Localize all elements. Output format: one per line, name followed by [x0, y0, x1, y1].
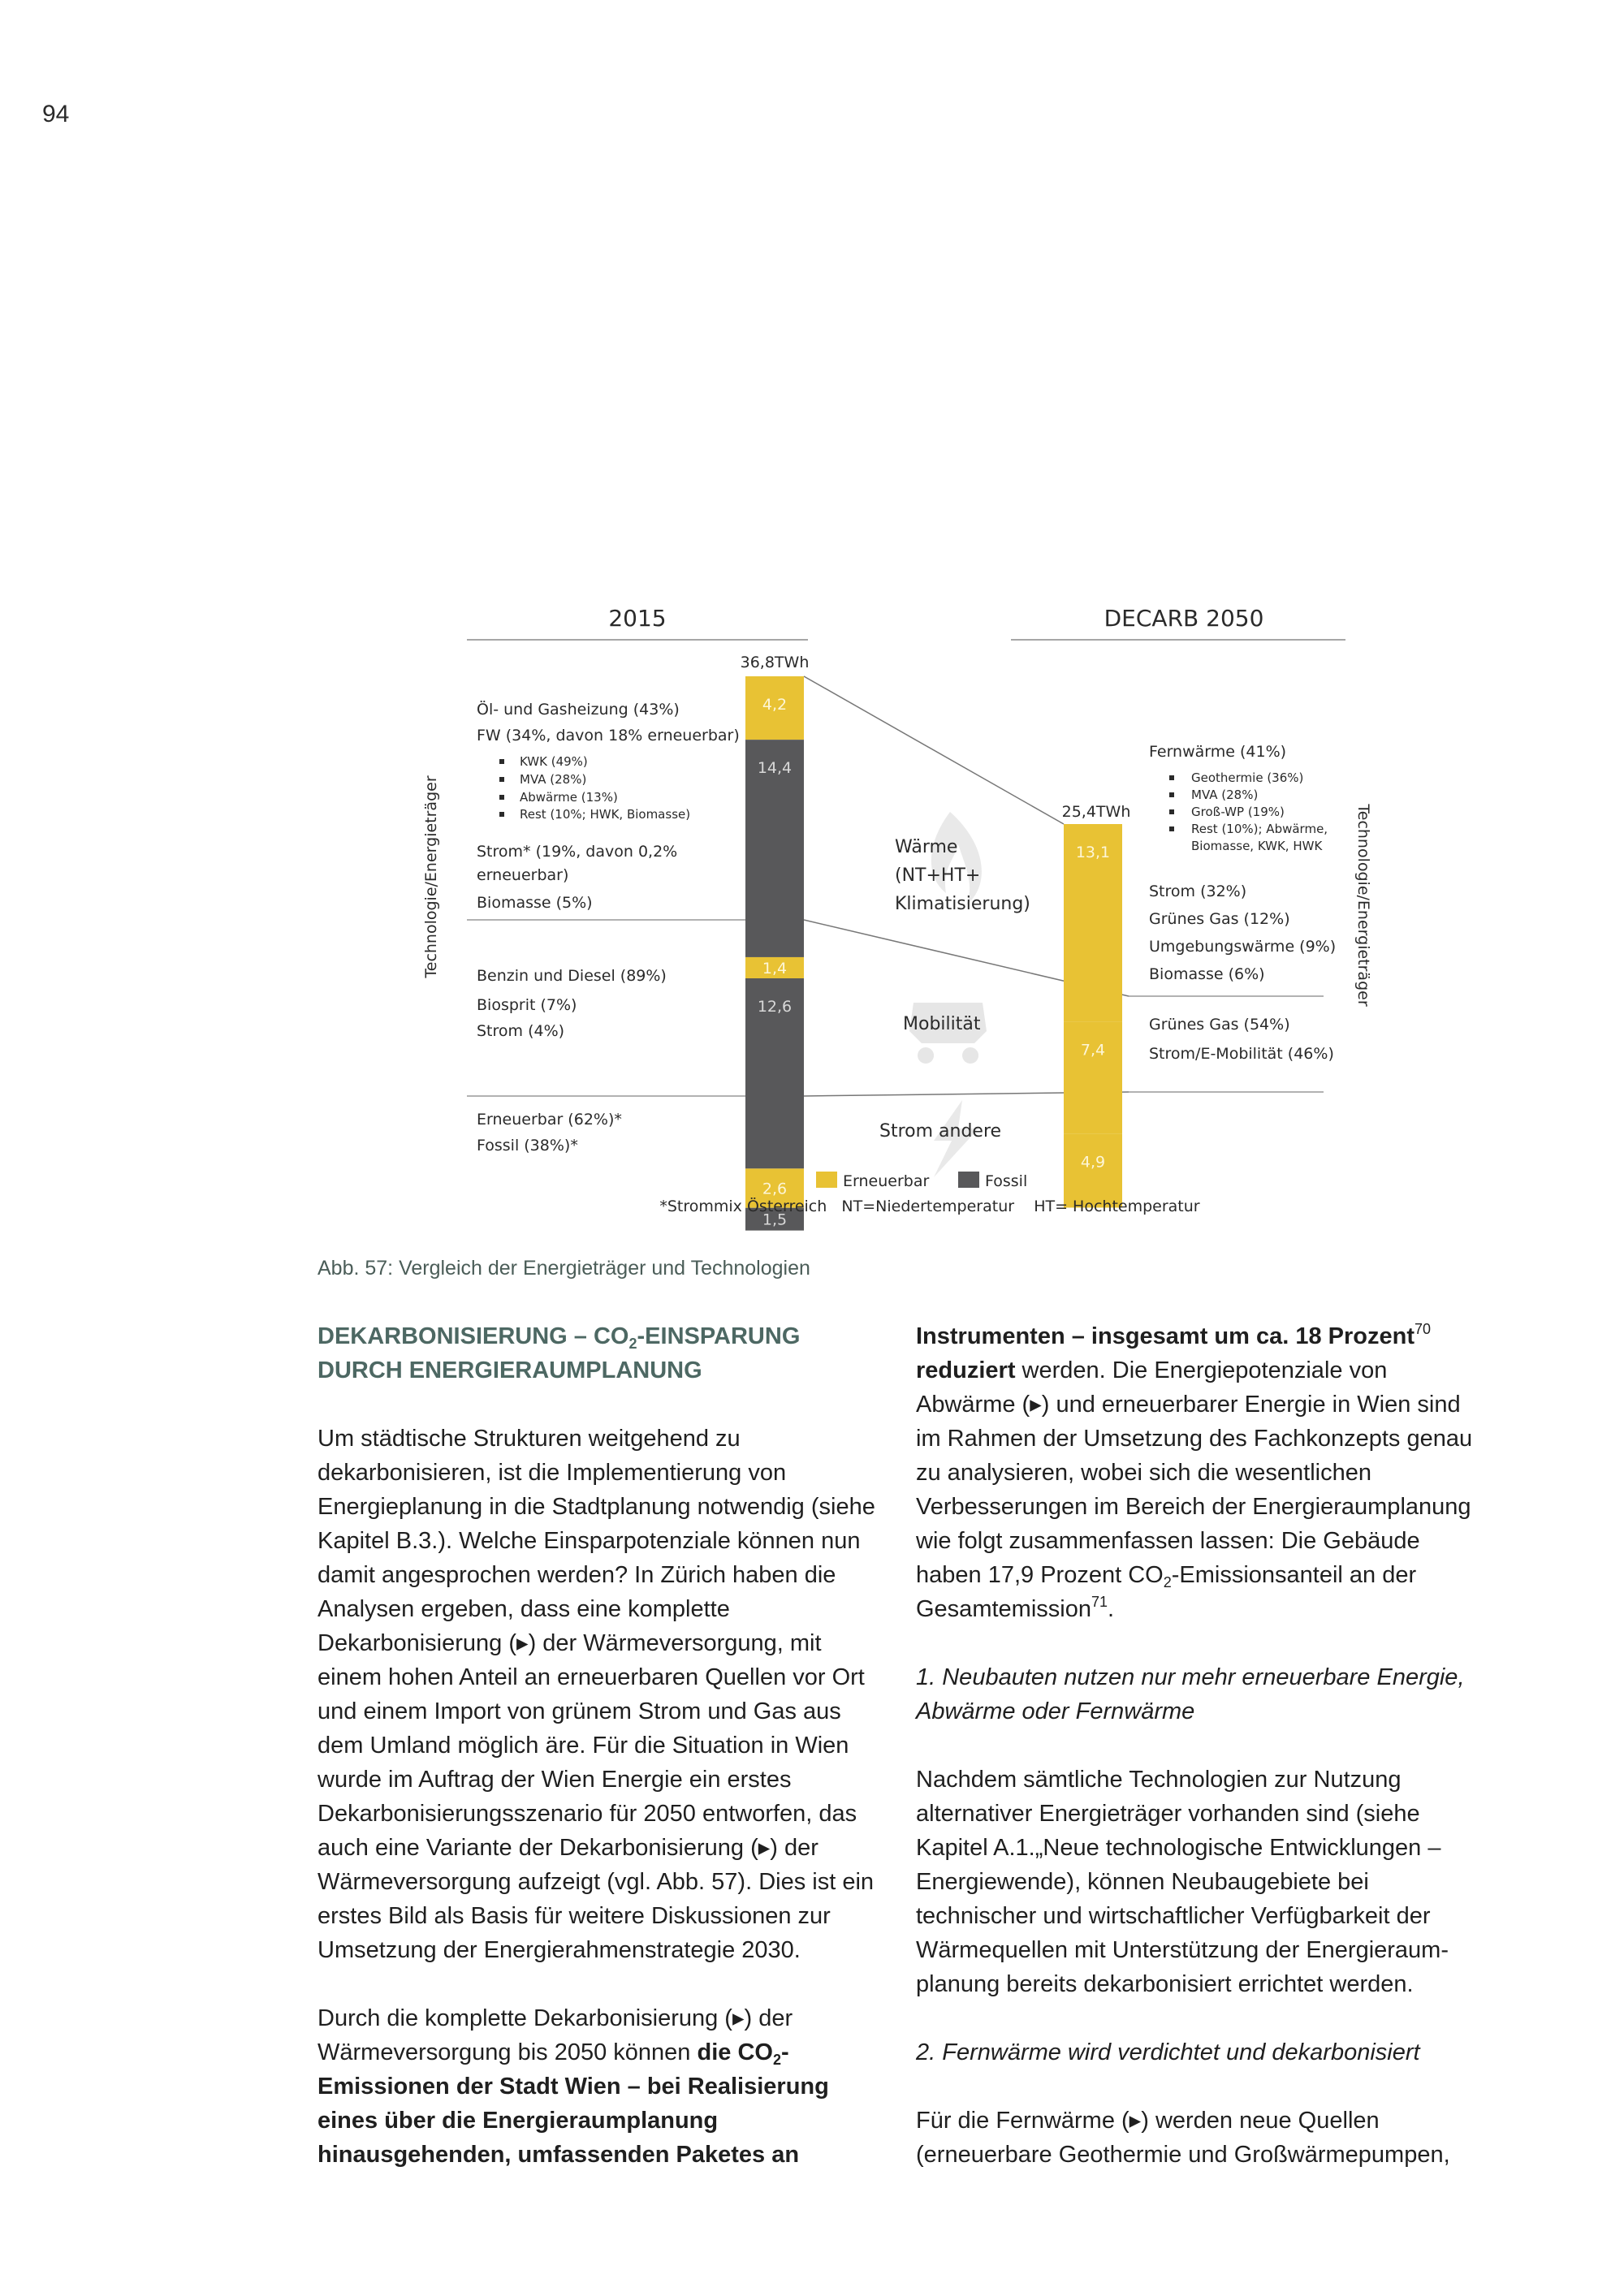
paragraph-bold: reduziert: [916, 1357, 1016, 1383]
power-2015-line1: Erneuerbar (62%)*: [477, 1111, 622, 1129]
bar-value-label: 12,6: [757, 998, 793, 1016]
category-heat-line1: Wärme: [895, 837, 958, 857]
heat-2015-line3a: Strom* (19%, davon 0,2%: [477, 843, 678, 861]
footnote-ref: 70: [1415, 1321, 1432, 1337]
subscript: 2: [1163, 1574, 1172, 1590]
heat-2015-line4: Biomasse (5%): [477, 894, 593, 912]
legend-swatch-renewable: [816, 1172, 837, 1188]
footnote-ref: 71: [1091, 1594, 1108, 1610]
heat-2050-line1: Fernwärme (41%): [1149, 743, 1287, 761]
bullet-item: Rest (10%); Abwärme,: [1191, 822, 1328, 836]
heading-subscript: 2: [628, 1336, 637, 1352]
paragraph-part: Durch die komplette Dekarbonisierung (▸) der Wärmeversorgung bis 2050 können: [317, 2005, 793, 2065]
axis-label-left: Technologie/Energieträger: [422, 775, 440, 978]
list-item: 1. Neubauten nutzen nur mehr erneuerbare Energie, Abwärme oder Fernwärme: [916, 1664, 1465, 1724]
bullet-item: MVA (28%): [1191, 788, 1259, 802]
total-2015: 36,8TWh: [740, 654, 810, 671]
mobility-2050-line1: Grünes Gas (54%): [1149, 1016, 1290, 1034]
category-heat-line3: Klimatisierung): [895, 894, 1030, 914]
bar-value-label: 1,4: [762, 959, 788, 978]
heading-part: -EINSPARUNG: [637, 1323, 801, 1349]
section-heading: [317, 1319, 878, 1388]
bar-2015: [745, 676, 804, 1231]
legend-swatch-fossil: [958, 1172, 979, 1188]
text-column-left: [317, 1319, 878, 2172]
paragraph-bold: die CO: [697, 2039, 773, 2065]
heat-2050-line-umgebung: Umgebungswärme (9%): [1149, 938, 1337, 956]
heat-2015-line3b: erneuerbar): [477, 866, 569, 884]
bar-value-label: 4,9: [1080, 1153, 1106, 1172]
heat-2015-bullets: [499, 754, 690, 822]
paragraph: Um städtische Strukturen weitgehend zu dekarbonisieren, ist die Implementierung von Energieplanung in die Stadtplanung notwendig (siehe Kapitel B.3.). Welche Einsparpotenziale können nun damit angesprochen werden? In Zürich haben die Analysen ergeben, dass eine komplette Dekarbonisierung (▸) der Wärmeversorgung, mit einem hohen Anteil an erneuerbaren Quellen vor Ort und einem Import von grünem Strom und Gas aus dem Umland möglich äre. Für die Situation in Wien wurde im Auftrag der Wien Energie ein erstes Dekarbonisierungsszenario für 2050 entworfen, das auch eine Variante der Dekarbonisierung (▸) der Wärmeversorgung aufzeigt (vgl. Abb. 57). Dies ist ein erstes Bild als Basis für weitere Diskussionen zur Umsetzung der Energierahmenstrategie 2030.: [317, 1426, 875, 1963]
heading-part: DEKARBONISIERUNG – CO: [317, 1323, 629, 1349]
mobility-2015-line3: Strom (4%): [477, 1022, 565, 1040]
bullet-item: MVA (28%): [520, 772, 587, 787]
legend-renewable: Erneuerbar: [843, 1172, 930, 1190]
figure-footnote: *Strommix Österreich NT=Niedertemperatur HT= Hochtemperatur: [659, 1198, 1200, 1215]
heat-2050-bullets: [1169, 770, 1328, 853]
heat-2050-line-gas: Grünes Gas (12%): [1149, 910, 1290, 928]
bar-value-label: 2,6: [762, 1180, 788, 1198]
flame-icon: [931, 812, 982, 905]
bullet-item: Abwärme (13%): [520, 790, 618, 805]
bullet-item: Groß-WP (19%): [1191, 805, 1285, 819]
paragraph: Nachdem sämtliche Technologien zur Nutzung alternativer Energieträger vorhanden sind (siehe Kapitel A.1.„Neue technologische Entwicklungen – Energiewende), können Neubaugebiete bei technischer und wirtschaftlicher Verfügbarkeit der Wärmequellen mit Unterstützung der Energieraum-planung bereits dekarbonisiert errichtet werden.: [916, 1767, 1449, 1997]
paragraph-bold: -Emissionen der Stadt Wien – bei Realisierung eines über die Energieraumplanung hinausgehenden, umfassenden Paketes an: [317, 2039, 829, 2168]
bar-value-label: 7,4: [1080, 1041, 1106, 1060]
bar-segment: [1064, 1022, 1122, 1134]
axis-label-right: Technologie/Energieträger: [1354, 804, 1372, 1007]
paragraph-bold: Instrumenten – insgesamt um ca. 18 Prozent: [916, 1323, 1415, 1349]
category-heat-line2: (NT+HT+: [895, 865, 981, 886]
bar-value-label: 13,1: [1075, 844, 1111, 861]
heat-2015-line2: FW (34%, davon 18% erneuerbar): [477, 727, 740, 744]
bullet-item: Rest (10%; HWK, Biomasse): [520, 807, 691, 822]
heat-2050-line-biomasse: Biomasse (6%): [1149, 965, 1265, 983]
paragraph: Für die Fernwärme (▸) werden neue Quellen (erneuerbare Geothermie und Großwärmepumpen,: [916, 2108, 1450, 2168]
paragraph: [916, 1319, 1488, 1626]
page-number: 94: [42, 101, 70, 127]
figure-caption: Abb. 57: Vergleich der Energieträger und Technologien: [317, 1257, 810, 1280]
heat-2050-line-strom: Strom (32%): [1149, 883, 1247, 900]
category-mobility: Mobilität: [903, 1014, 981, 1034]
subscript: 2: [772, 2052, 781, 2068]
text-column-right: [916, 1319, 1488, 2172]
category-power: Strom andere: [879, 1121, 1002, 1142]
bar-value-label: 4,2: [762, 696, 788, 714]
paragraph: [317, 2001, 878, 2172]
bar-value-label: 14,4: [757, 759, 793, 778]
legend-fossil: Fossil: [985, 1172, 1028, 1190]
power-2015-line2: Fossil (38%)*: [477, 1137, 578, 1154]
bar-2050: [1064, 824, 1122, 1207]
header-2015: 2015: [608, 605, 667, 632]
heat-2015-line1: Öl- und Gasheizung (43%): [477, 701, 680, 719]
mobility-2015-line2: Biosprit (7%): [477, 996, 577, 1014]
paragraph-part: .: [1108, 1596, 1115, 1622]
total-2050: 25,4TWh: [1061, 803, 1131, 821]
heading-line2: DURCH ENERGIERAUMPLANUNG: [317, 1357, 702, 1383]
connector-top: [804, 676, 1064, 824]
paragraph-part: werden. Die Energiepotenziale von Abwärme (▸) und erneuerbarer Energie in Wien sind im Rahmen der Umsetzung des Fachkonzepts genau zu analysieren, wobei sich die wesentlichen Verbesserungen im Bereich der Energieraumplanung wie folgt zusammenfassen lassen: Die Gebäude haben 17,9 Prozent CO: [916, 1357, 1473, 1588]
bullet-item: KWK (49%): [520, 754, 588, 769]
bar-value-label: 1,5: [762, 1211, 788, 1229]
mobility-2015-line1: Benzin und Diesel (89%): [477, 967, 667, 985]
mobility-2050-line2: Strom/E-Mobilität (46%): [1149, 1045, 1334, 1063]
bullet-item-continued: Biomasse, KWK, HWK: [1191, 839, 1323, 853]
paragraph-part: -Emissionsanteil an der Gesamtemission: [916, 1562, 1417, 1622]
list-item: 2. Fernwärme wird verdichtet und dekarbonisiert: [916, 2039, 1420, 2065]
header-2050: DECARB 2050: [1104, 605, 1264, 632]
bullet-item: Geothermie (36%): [1191, 770, 1304, 785]
